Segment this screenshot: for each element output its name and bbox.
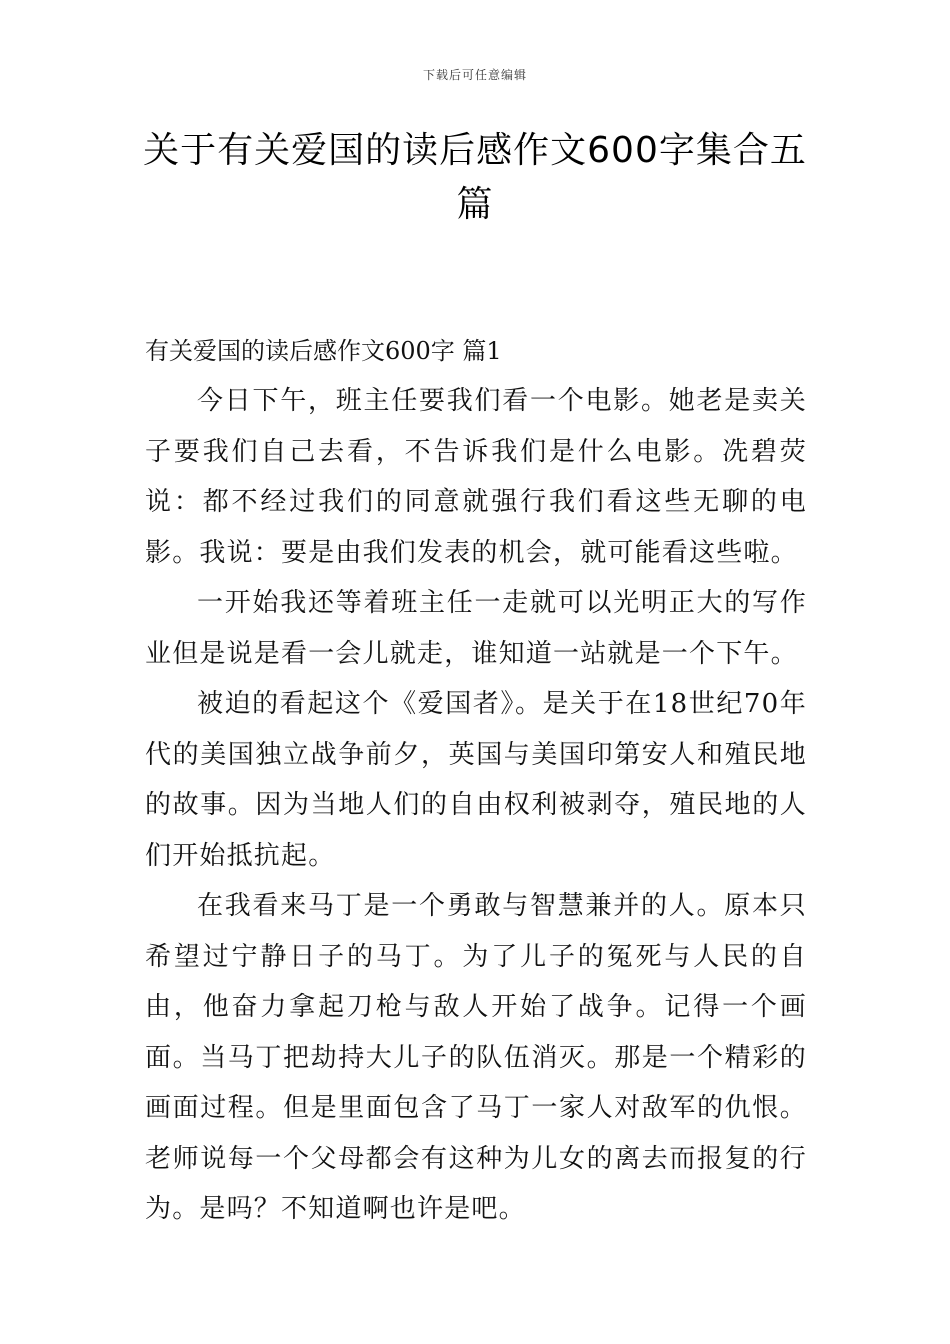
paragraph-1: 今日下午，班主任要我们看一个电影。她老是卖关子要我们自己去看，不告诉我们是什么电影。冼碧荧说：都不经过我们的同意就强行我们看这些无聊的电影。我说：要是由我们发表的机会，就可能看这些啦。 <box>145 386 807 568</box>
paragraph-4: 在我看来马丁是一个勇敢与智慧兼并的人。原本只希望过宁静日子的马丁。为了儿子的冤死与人民的自由，他奋力拿起刀枪与敌人开始了战争。记得一个画面。当马丁把劫持大儿子的队伍消灭。那是一个精彩的画面过程。但是里面包含了马丁一家人对敌军的仇恨。老师说每一个父母都会有这种为儿女的离去而报复的行为。是吗？不知道啊也许是吧。 <box>145 891 807 1224</box>
section-heading: 有关爱国的读后感作文600字 篇1 <box>145 337 502 365</box>
paragraph-3: 被迫的看起这个《爱国者》。是关于在18世纪70年代的美国独立战争前夕，英国与美国印第安人和殖民地的故事。因为当地人们的自由权利被剥夺，殖民地的人们开始抵抗起。 <box>145 689 807 871</box>
document-body <box>145 326 807 1235</box>
header-note: 下载后可任意编辑 <box>422 68 527 82</box>
paragraph-2: 一开始我还等着班主任一走就可以光明正大的写作业但是说是看一会儿就走，谁知道一站就是一个下午。 <box>145 588 807 669</box>
document-title: 关于有关爱国的读后感作文600字集合五篇 <box>143 130 807 225</box>
